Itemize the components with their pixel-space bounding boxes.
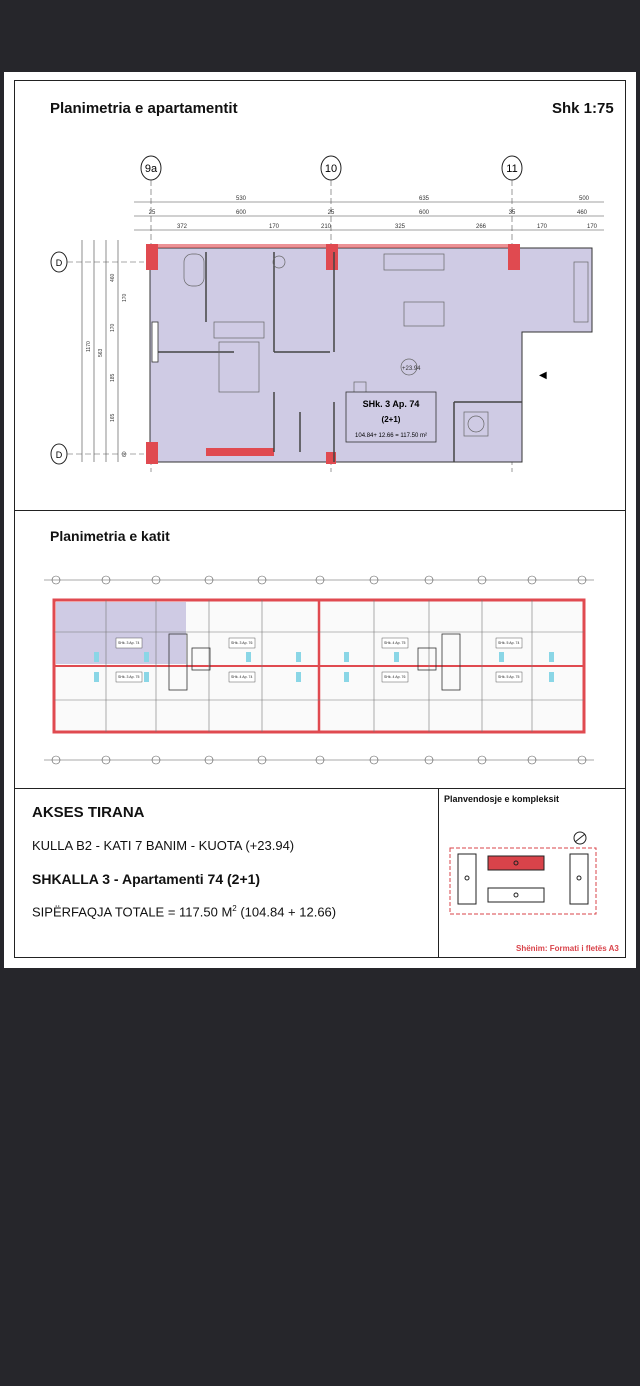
dim-left-2: 563 <box>98 348 104 357</box>
floor-apt-tag-4: SHk. 4 Ap. 74 <box>231 675 253 679</box>
dim-mid-4: 600 <box>418 210 430 216</box>
area-breakdown: (104.84 + 12.66) <box>236 904 337 920</box>
apartment-label-line3: 104.84+ 12.66 = 117.50 m² <box>355 433 427 439</box>
dim-left-5: 185 <box>110 373 116 382</box>
dim-top-2: 635 <box>418 196 430 202</box>
axis-label-9a: 9a <box>144 163 158 175</box>
apartment-plan-drawing <box>34 152 614 472</box>
dim-left-3: 460 <box>110 273 116 282</box>
left-axis-top: D <box>55 258 63 268</box>
highlighted-building <box>488 856 544 870</box>
dim-left-4: 170 <box>110 323 116 332</box>
floor-apt-tag-1: SHk. 3 Ap. 74 <box>118 641 140 645</box>
dim-mid-5: 35 <box>508 210 516 216</box>
drawing-sheet <box>4 72 636 968</box>
dim-mid-3: 25 <box>327 210 335 216</box>
apartment-label-line2: (2+1) <box>381 415 401 424</box>
dim-low-5: 266 <box>475 224 487 230</box>
floor-plan-title: Planimetria e katit <box>50 528 170 544</box>
info-divider <box>438 788 439 958</box>
dim-mid-2: 600 <box>235 210 247 216</box>
total-area-text: SIPËRFAQJA TOTALE = 117.50 M <box>32 904 233 920</box>
dim-left-7: 170 <box>122 293 128 302</box>
format-note: Shënim: Formati i fletës A3 <box>516 944 619 953</box>
dim-left-6: 165 <box>110 413 116 422</box>
dim-mid-1: 25 <box>148 210 156 216</box>
dim-low-6: 170 <box>536 224 548 230</box>
area-unit-superscript: 2 <box>232 904 237 913</box>
scale-label: Shk 1:75 <box>552 100 614 117</box>
project-name: AKSES TIRANA <box>32 804 145 821</box>
info-line-3 <box>32 904 336 919</box>
floor-apt-tag-7: SHk. 5 Ap. 74 <box>498 641 520 645</box>
floor-plan-drawing <box>34 572 614 768</box>
floor-apt-tag-6: SHk. 4 Ap. 76 <box>384 675 406 679</box>
dim-top-3: 500 <box>578 196 590 202</box>
divider-1 <box>14 510 626 511</box>
dim-top-1: 530 <box>235 196 247 202</box>
dim-low-3: 210 <box>320 224 332 230</box>
info-line-2: SHKALLA 3 - Apartamenti 74 (2+1) <box>32 871 261 887</box>
dim-low-4: 325 <box>394 224 406 230</box>
axis-label-10: 10 <box>324 163 338 175</box>
info-line-1: KULLA B2 - KATI 7 BANIM - KUOTA (+23.94) <box>32 838 295 853</box>
dim-left-8: 60 <box>122 451 128 457</box>
floor-apt-tag-8: SHk. 5 Ap. 75 <box>498 675 520 679</box>
dim-mid-6: 460 <box>576 210 588 216</box>
divider-2 <box>14 788 626 789</box>
floor-apt-tag-5: SHk. 4 Ap. 75 <box>384 641 406 645</box>
dim-low-2: 170 <box>268 224 280 230</box>
level-mark: +23.94 <box>402 366 421 372</box>
apartment-plan-title: Planimetria e apartamentit <box>50 100 238 117</box>
dim-low-7: 170 <box>586 224 598 230</box>
entrance-arrow-icon: ◀ <box>539 370 547 381</box>
floor-apt-tag-3: SHk. 3 Ap. 76 <box>231 641 253 645</box>
apartment-label-line1: SHk. 3 Ap. 74 <box>362 399 420 409</box>
axis-label-11: 11 <box>506 163 518 175</box>
left-axis-bottom: D <box>55 450 63 460</box>
dim-left-1: 1170 <box>86 341 92 352</box>
floor-apt-tag-2: SHk. 3 Ap. 75 <box>118 675 140 679</box>
site-plan-drawing <box>448 828 608 918</box>
site-plan-title: Planvendosje e kompleksit <box>444 794 560 804</box>
dim-low-1: 372 <box>176 224 188 230</box>
dimension-lines <box>134 202 604 230</box>
highlighted-apartment <box>56 602 186 664</box>
